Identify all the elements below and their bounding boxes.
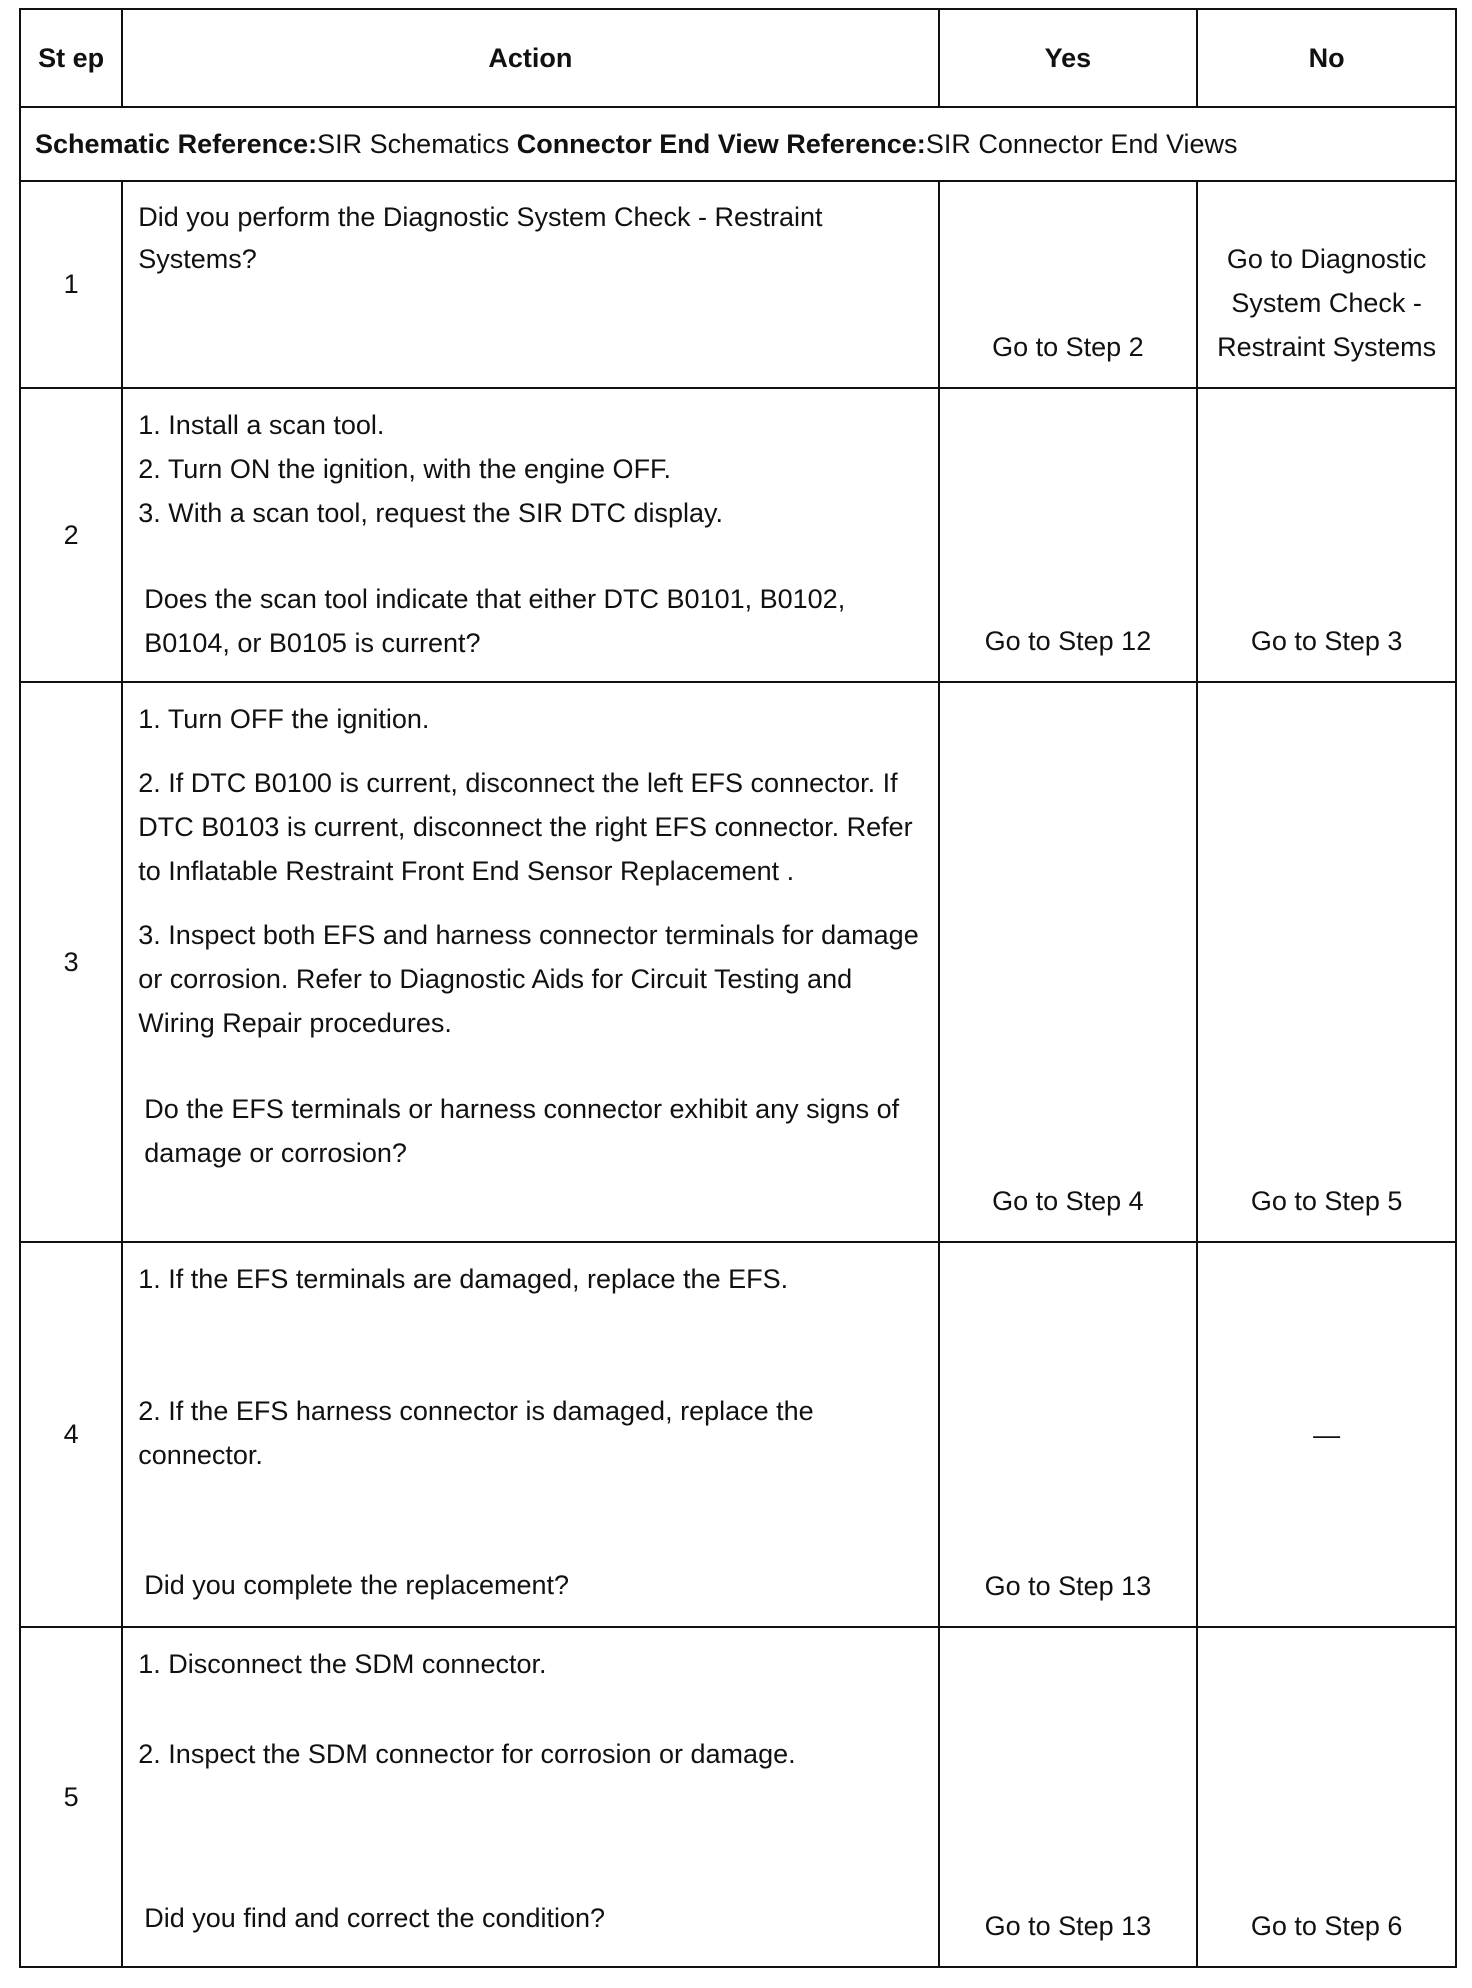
- header-row: [20, 9, 1456, 107]
- action-question: Did you complete the replacement?: [144, 1570, 570, 1600]
- yes-link[interactable]: Go to Step 4: [939, 682, 1198, 1242]
- table-row: [20, 682, 1456, 1242]
- no-link[interactable]: Go to Step 5: [1197, 682, 1456, 1242]
- list-item: 1. Install a scan tool.: [138, 410, 385, 440]
- list-item: 2. Turn ON the ignition, with the engine OFF.: [138, 454, 672, 484]
- connector-reference-link[interactable]: SIR Connector End Views: [925, 128, 1238, 159]
- header-action: Action: [122, 9, 938, 107]
- no-dash: —: [1197, 1242, 1456, 1627]
- step-number: 4: [20, 1242, 122, 1627]
- no-link[interactable]: Go to Diagnostic System Check - Restraint Systems: [1197, 181, 1456, 388]
- list-item: 1. If the EFS terminals are damaged, replace the EFS.: [138, 1264, 789, 1294]
- connector-reference-label: Connector End View Reference:: [516, 128, 926, 159]
- yes-link[interactable]: Go to Step 13: [939, 1627, 1198, 1967]
- step-number: 1: [20, 181, 122, 388]
- step-number: 2: [20, 388, 122, 682]
- action-cell: [122, 682, 938, 1242]
- action-cell: [122, 1242, 938, 1627]
- step-number: 3: [20, 682, 122, 1242]
- list-item: 3. Inspect both EFS and harness connector terminals for damage or corrosion. Refer to Diagnostic Aids for Circuit Testing and Wiring Repair procedures.: [138, 920, 919, 1038]
- action-question: Do the EFS terminals or harness connector exhibit any signs of damage or corrosion?: [144, 1094, 900, 1168]
- action-cell: [122, 181, 938, 388]
- yes-link[interactable]: Go to Step 13: [939, 1242, 1198, 1627]
- table-row: [20, 1242, 1456, 1627]
- step-number: 5: [20, 1627, 122, 1967]
- diagnostic-table: [19, 8, 1457, 1968]
- action-cell: [122, 388, 938, 682]
- action-question: Did you perform the Diagnostic System Check - Restraint Systems?: [138, 202, 823, 274]
- action-cell: [122, 1627, 938, 1967]
- reference-row: [20, 107, 1456, 181]
- list-item: 1. Turn OFF the ignition.: [138, 704, 430, 734]
- list-item: 2. If the EFS harness connector is damaged, replace the connector.: [138, 1396, 814, 1470]
- table-row: [20, 181, 1456, 388]
- table-row: [20, 1627, 1456, 1967]
- header-step: St ep: [20, 9, 122, 107]
- no-link[interactable]: Go to Step 6: [1197, 1627, 1456, 1967]
- action-question: Did you find and correct the condition?: [144, 1903, 606, 1933]
- list-item: 2. If DTC B0100 is current, disconnect the left EFS connector. If DTC B0103 is current, disconnect the right EFS connector. Refer to Inflatable Restraint Front End Sensor Replacement .: [138, 768, 913, 886]
- no-link[interactable]: Go to Step 3: [1197, 388, 1456, 682]
- yes-link[interactable]: Go to Step 2: [939, 181, 1198, 388]
- header-no: No: [1197, 9, 1456, 107]
- schematic-reference-link[interactable]: SIR Schematics: [317, 128, 517, 159]
- yes-link[interactable]: Go to Step 12: [939, 388, 1198, 682]
- list-item: 2. Inspect the SDM connector for corrosion or damage.: [138, 1739, 796, 1769]
- list-item: 3. With a scan tool, request the SIR DTC display.: [138, 498, 724, 528]
- list-item: 1. Disconnect the SDM connector.: [138, 1649, 547, 1679]
- reference-cell: [20, 107, 1456, 181]
- schematic-reference-label: Schematic Reference:: [35, 128, 318, 159]
- table-row: [20, 388, 1456, 682]
- header-yes: Yes: [939, 9, 1198, 107]
- action-question: Does the scan tool indicate that either DTC B0101, B0102, B0104, or B0105 is current?: [144, 584, 846, 658]
